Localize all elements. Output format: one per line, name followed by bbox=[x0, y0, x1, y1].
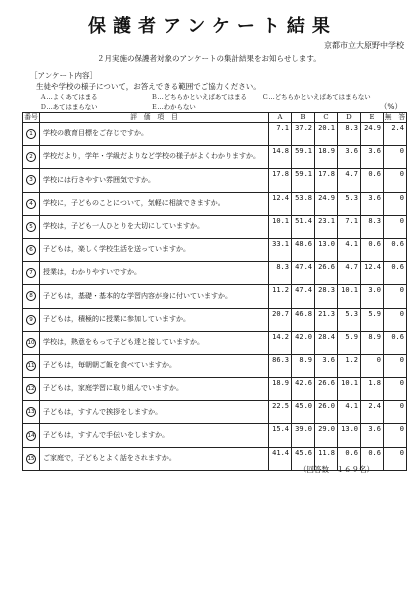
instruction-text: 生徒や学校の様子について，お答えできる範囲でご協力ください。 bbox=[36, 82, 261, 91]
value-b: 42.0 bbox=[292, 331, 315, 354]
header-a: A bbox=[269, 113, 292, 123]
table-row bbox=[23, 123, 407, 146]
value-a: 20.7 bbox=[269, 308, 292, 331]
value-c: 21.3 bbox=[315, 308, 338, 331]
header-no-answer: 無 答 bbox=[384, 113, 406, 121]
table-row bbox=[23, 192, 407, 215]
row-number-cell bbox=[23, 424, 40, 447]
value-c: 26.6 bbox=[315, 262, 338, 285]
row-number-cell bbox=[23, 378, 40, 401]
value-b: 39.0 bbox=[292, 424, 315, 447]
results-table bbox=[22, 112, 407, 471]
row-number-cell bbox=[23, 401, 40, 424]
value-b: 45.6 bbox=[292, 447, 315, 470]
value-c: 24.9 bbox=[315, 192, 338, 215]
row-number: 13 bbox=[27, 409, 35, 416]
value-c: 28.4 bbox=[315, 331, 338, 354]
question-text: ご家庭で，子どもとよく話をされますか。 bbox=[40, 447, 269, 470]
value-e: 3.6 bbox=[361, 146, 384, 169]
row-number: 7 bbox=[26, 268, 36, 278]
value-a: 18.9 bbox=[269, 378, 292, 401]
question-text: 学校は，子ども一人ひとりを大切にしていますか。 bbox=[40, 215, 269, 238]
value-c: 13.0 bbox=[315, 238, 338, 261]
question-text: 学校だより，学年・学級だよりなど学校の様子がよくわかりますか。 bbox=[40, 146, 269, 169]
value-c: 28.3 bbox=[315, 285, 338, 308]
value-no-answer: 2.4 bbox=[384, 123, 407, 146]
value-b: 47.4 bbox=[292, 285, 315, 308]
value-no-answer: 0.6 bbox=[384, 262, 407, 285]
row-number-cell bbox=[23, 123, 40, 146]
value-e: 5.9 bbox=[361, 308, 384, 331]
header-d: D bbox=[338, 113, 361, 123]
row-number: 14 bbox=[27, 432, 35, 439]
table-row bbox=[23, 308, 407, 331]
value-no-answer: 0 bbox=[384, 169, 407, 192]
question-text: 子どもは，すすんで手伝いをしますか。 bbox=[40, 424, 269, 447]
value-c: 20.1 bbox=[315, 123, 338, 146]
value-d: 5.9 bbox=[338, 331, 361, 354]
table-header-row bbox=[23, 113, 407, 123]
value-a: 14.8 bbox=[269, 146, 292, 169]
value-d: 4.1 bbox=[338, 401, 361, 424]
question-text: 子どもは，楽しく学校生活を送っていますか。 bbox=[40, 238, 269, 261]
value-e: 0 bbox=[361, 354, 384, 377]
table-body bbox=[23, 123, 407, 471]
value-d: 4.7 bbox=[338, 262, 361, 285]
value-c: 26.6 bbox=[315, 378, 338, 401]
table-row bbox=[23, 424, 407, 447]
row-number-cell bbox=[23, 169, 40, 192]
value-e: 24.9 bbox=[361, 123, 384, 146]
page-title: 保護者アンケート結果 bbox=[88, 16, 337, 37]
header-no: 番号 bbox=[24, 113, 38, 121]
value-e: 3.0 bbox=[361, 285, 384, 308]
option-b: Ｂ…どちらかといえばあてはまる bbox=[151, 93, 247, 101]
table-row bbox=[23, 238, 407, 261]
row-number: 1 bbox=[26, 129, 36, 139]
question-text: 子どもは，積極的に授業に参加していますか。 bbox=[40, 308, 269, 331]
table-row bbox=[23, 331, 407, 354]
value-no-answer: 0 bbox=[384, 447, 407, 470]
row-number-cell bbox=[23, 262, 40, 285]
value-e: 8.3 bbox=[361, 215, 384, 238]
value-d: 3.6 bbox=[338, 146, 361, 169]
row-number-cell bbox=[23, 447, 40, 470]
value-c: 18.9 bbox=[315, 146, 338, 169]
row-number: 12 bbox=[27, 386, 35, 393]
value-no-answer: 0 bbox=[384, 378, 407, 401]
row-number-cell bbox=[23, 192, 40, 215]
value-no-answer: 0.6 bbox=[384, 238, 407, 261]
value-b: 37.2 bbox=[292, 123, 315, 146]
header-e: E bbox=[361, 113, 384, 123]
value-e: 0.6 bbox=[361, 447, 384, 470]
value-e: 0.6 bbox=[361, 238, 384, 261]
question-text: 子どもは，毎朝朝ご飯を食べていますか。 bbox=[40, 354, 269, 377]
value-no-answer: 0 bbox=[384, 308, 407, 331]
row-number: 9 bbox=[26, 315, 36, 325]
question-text: 学校に，子どものことについて，気軽に相談できますか。 bbox=[40, 192, 269, 215]
value-no-answer: 0 bbox=[384, 192, 407, 215]
value-b: 42.6 bbox=[292, 378, 315, 401]
value-d: 0.6 bbox=[338, 447, 361, 470]
table-row bbox=[23, 285, 407, 308]
row-number: 11 bbox=[27, 362, 35, 369]
question-text: 授業は，わかりやすいですか。 bbox=[40, 262, 269, 285]
option-a: Ａ…よくあてはまる bbox=[40, 93, 98, 101]
table-row bbox=[23, 354, 407, 377]
question-text: 学校の教育目標をご存じですか。 bbox=[40, 123, 269, 146]
table-row bbox=[23, 169, 407, 192]
row-number: 6 bbox=[26, 245, 36, 255]
row-number: 5 bbox=[26, 222, 36, 232]
value-a: 11.2 bbox=[269, 285, 292, 308]
row-number-cell bbox=[23, 308, 40, 331]
value-d: 13.0 bbox=[338, 424, 361, 447]
value-a: 7.1 bbox=[269, 123, 292, 146]
value-a: 15.4 bbox=[269, 424, 292, 447]
value-a: 14.2 bbox=[269, 331, 292, 354]
table-row bbox=[23, 401, 407, 424]
value-d: 10.1 bbox=[338, 285, 361, 308]
row-number: 3 bbox=[26, 175, 36, 185]
value-a: 86.3 bbox=[269, 354, 292, 377]
question-text: 子どもは，家庭学習に取り組んでいますか。 bbox=[40, 378, 269, 401]
value-c: 23.1 bbox=[315, 215, 338, 238]
question-text: 子どもは，すすんで挨拶をしますか。 bbox=[40, 401, 269, 424]
value-b: 47.4 bbox=[292, 262, 315, 285]
table-row bbox=[23, 146, 407, 169]
value-c: 11.8 bbox=[315, 447, 338, 470]
row-number: 4 bbox=[26, 199, 36, 209]
option-c: Ｃ…どちらかといえばあてはまらない bbox=[262, 93, 371, 101]
option-d: Ｄ…あてはまらない bbox=[40, 103, 98, 111]
value-c: 17.8 bbox=[315, 169, 338, 192]
value-d: 10.1 bbox=[338, 378, 361, 401]
value-e: 0.6 bbox=[361, 169, 384, 192]
value-a: 17.8 bbox=[269, 169, 292, 192]
value-e: 12.4 bbox=[361, 262, 384, 285]
row-number-cell bbox=[23, 146, 40, 169]
row-number: 2 bbox=[26, 152, 36, 162]
value-b: 46.8 bbox=[292, 308, 315, 331]
answer-options bbox=[40, 92, 400, 112]
value-e: 3.6 bbox=[361, 424, 384, 447]
row-number-cell bbox=[23, 238, 40, 261]
value-b: 48.6 bbox=[292, 238, 315, 261]
value-d: 5.3 bbox=[338, 308, 361, 331]
value-c: 26.0 bbox=[315, 401, 338, 424]
value-e: 8.9 bbox=[361, 331, 384, 354]
value-b: 45.0 bbox=[292, 401, 315, 424]
value-no-answer: 0 bbox=[384, 401, 407, 424]
value-a: 12.4 bbox=[269, 192, 292, 215]
respondent-count: （回答数 １６９名） bbox=[299, 465, 374, 474]
value-no-answer: 0 bbox=[384, 285, 407, 308]
table-row bbox=[23, 262, 407, 285]
value-b: 53.8 bbox=[292, 192, 315, 215]
row-number-cell bbox=[23, 215, 40, 238]
value-a: 10.1 bbox=[269, 215, 292, 238]
value-a: 22.5 bbox=[269, 401, 292, 424]
question-text: 学校には行きやすい雰囲気ですか。 bbox=[40, 169, 269, 192]
value-d: 4.1 bbox=[338, 238, 361, 261]
section-label: ［アンケート内容］ bbox=[30, 71, 98, 80]
value-e: 3.6 bbox=[361, 192, 384, 215]
header-c: C bbox=[315, 113, 338, 123]
value-d: 4.7 bbox=[338, 169, 361, 192]
table-row bbox=[23, 215, 407, 238]
value-a: 41.4 bbox=[269, 447, 292, 470]
value-c: 3.6 bbox=[315, 354, 338, 377]
row-number: 15 bbox=[27, 455, 35, 462]
row-number-cell bbox=[23, 354, 40, 377]
intro-text: ２月実施の保護者対象のアンケートの集計結果をお知らせします。 bbox=[97, 54, 321, 63]
value-d: 1.2 bbox=[338, 354, 361, 377]
value-no-answer: 0.6 bbox=[384, 331, 407, 354]
header-item: 評 価 項 目 bbox=[40, 113, 269, 123]
value-no-answer: 0 bbox=[384, 354, 407, 377]
row-number-cell bbox=[23, 285, 40, 308]
question-text: 子どもは，基礎・基本的な学習内容が身に付いていますか。 bbox=[40, 285, 269, 308]
table-row bbox=[23, 378, 407, 401]
value-c: 29.0 bbox=[315, 424, 338, 447]
value-a: 8.3 bbox=[269, 262, 292, 285]
value-e: 1.8 bbox=[361, 378, 384, 401]
value-e: 2.4 bbox=[361, 401, 384, 424]
value-no-answer: 0 bbox=[384, 215, 407, 238]
value-no-answer: 0 bbox=[384, 424, 407, 447]
value-b: 59.1 bbox=[292, 146, 315, 169]
question-text: 学校は，熱意をもって子ども達と接していますか。 bbox=[40, 331, 269, 354]
value-b: 51.4 bbox=[292, 215, 315, 238]
value-d: 7.1 bbox=[338, 215, 361, 238]
value-d: 8.3 bbox=[338, 123, 361, 146]
value-no-answer: 0 bbox=[384, 146, 407, 169]
row-number-cell bbox=[23, 331, 40, 354]
row-number: 8 bbox=[26, 291, 36, 301]
value-b: 8.9 bbox=[292, 354, 315, 377]
value-a: 33.1 bbox=[269, 238, 292, 261]
school-name: 京都市立大原野中学校 bbox=[324, 41, 404, 50]
value-d: 5.3 bbox=[338, 192, 361, 215]
value-b: 59.1 bbox=[292, 169, 315, 192]
row-number: 10 bbox=[27, 339, 35, 346]
unit-label: （%） bbox=[379, 102, 402, 111]
option-e: Ｅ…わからない bbox=[151, 103, 196, 111]
header-b: B bbox=[292, 113, 315, 123]
